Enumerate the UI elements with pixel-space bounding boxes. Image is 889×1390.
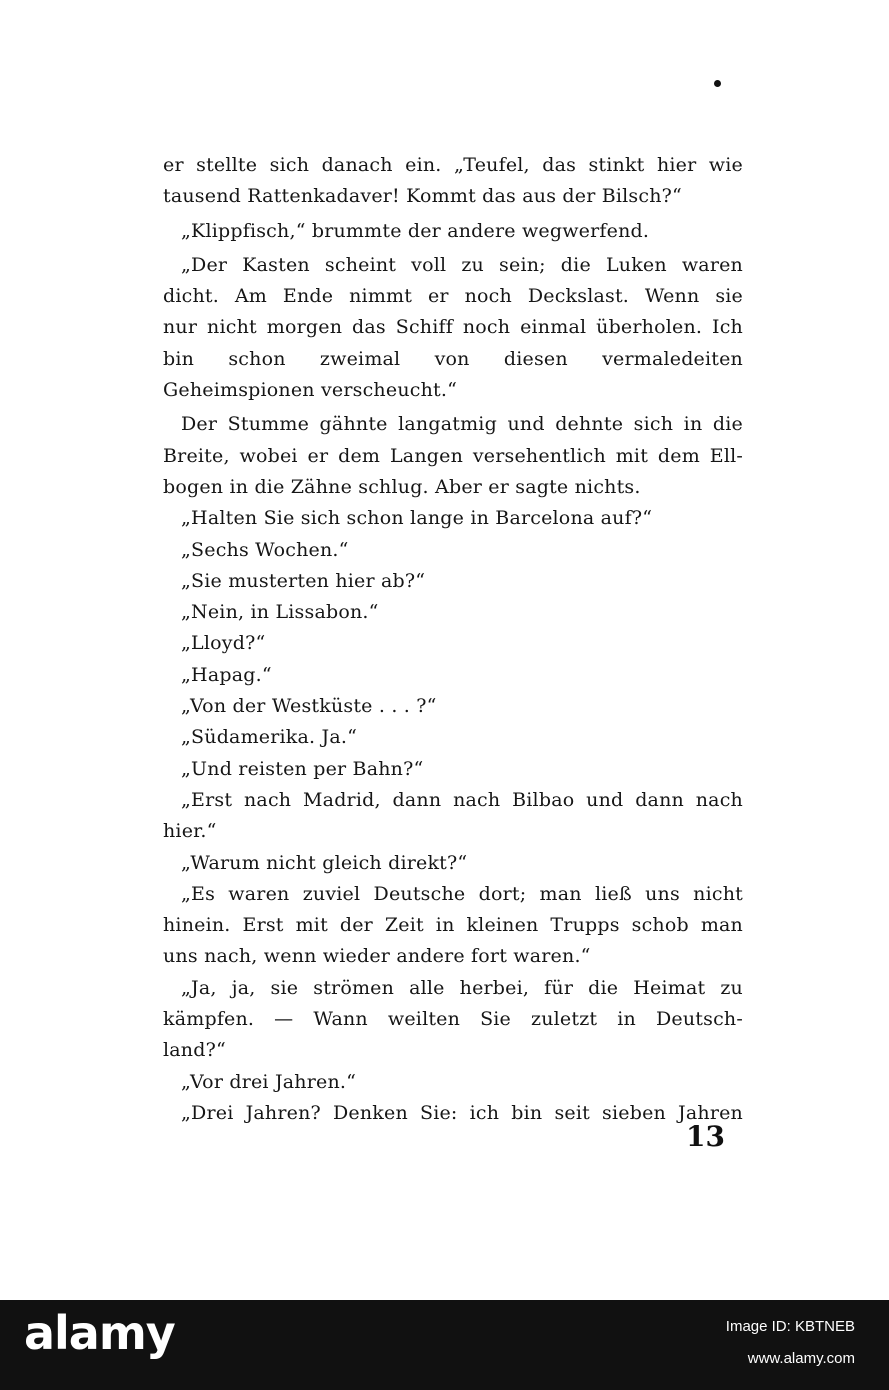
text-line: „Und reisten per Bahn?“	[181, 757, 424, 780]
site-url-label: www.alamy.com	[747, 1350, 855, 1367]
text-line: „Der Kasten scheint voll zu sein; die Luken waren	[181, 253, 743, 276]
text-line: land?“	[163, 1039, 226, 1062]
text-line: „Drei Jahren? Denken Sie: ich bin seit sieben Jahren	[181, 1101, 743, 1124]
text-line: „Von der Westküste . . . ?“	[181, 695, 437, 718]
text-line: tausend Rattenkadaver! Kommt das aus der Bilsch?“	[163, 185, 682, 208]
text-line: „Sechs Wochen.“	[181, 538, 349, 561]
text-line: dicht. Am Ende nimmt er noch Deckslast. Wenn sie	[163, 285, 743, 308]
text-line: „Erst nach Madrid, dann nach Bilbao und dann nach	[181, 788, 743, 811]
text-line: „Warum nicht gleich direkt?“	[181, 851, 468, 874]
text-line: Geheimspionen verscheucht.“	[163, 379, 458, 402]
text-line: „Nein, in Lissabon.“	[181, 601, 379, 624]
page-number: 13	[686, 1120, 725, 1153]
text-line: hinein. Erst mit der Zeit in kleinen Trupps schob man	[163, 914, 743, 937]
text-line: Der Stumme gähnte langatmig und dehnte sich in die	[181, 413, 743, 436]
body-text	[163, 150, 743, 1129]
text-line: kämpfen. — Wann weilten Sie zuletzt in Deutsch-	[163, 1008, 743, 1031]
text-line: „Es waren zuviel Deutsche dort; man ließ uns nicht	[181, 882, 743, 905]
ink-dot	[714, 80, 721, 87]
text-line: uns nach, wenn wieder andere fort waren.“	[163, 945, 591, 968]
alamy-logo: alamy	[24, 1306, 175, 1360]
text-line: nur nicht morgen das Schiff noch einmal überholen. Ich	[163, 316, 743, 339]
text-line: „Halten Sie sich schon lange in Barcelona auf?“	[181, 507, 653, 530]
text-line: er stellte sich danach ein. „Teufel, das stinkt hier wie	[163, 154, 743, 176]
text-line: „Vor drei Jahren.“	[181, 1070, 357, 1093]
text-line: Breite, wobei er dem Langen versehentlich mit dem Ell-	[163, 444, 743, 467]
text-line: „Südamerika. Ja.“	[181, 726, 358, 749]
watermark-banner	[0, 1300, 889, 1390]
text-line: „Klippfisch,“ brummte der andere wegwerfend.	[181, 219, 650, 242]
text-line: „Sie musterten hier ab?“	[181, 569, 426, 592]
text-line: bogen in die Zähne schlug. Aber er sagte nichts.	[163, 475, 641, 498]
text-line: hier.“	[163, 820, 217, 843]
text-line: bin schon zweimal von diesen vermaledeiten	[163, 347, 743, 370]
text-line: „Ja, ja, sie strömen alle herbei, für die Heimat zu	[181, 976, 743, 999]
image-id-label: Image ID: KBTNEB	[725, 1318, 855, 1335]
text-line: „Hapag.“	[181, 663, 272, 686]
text-line: „Lloyd?“	[181, 632, 266, 655]
